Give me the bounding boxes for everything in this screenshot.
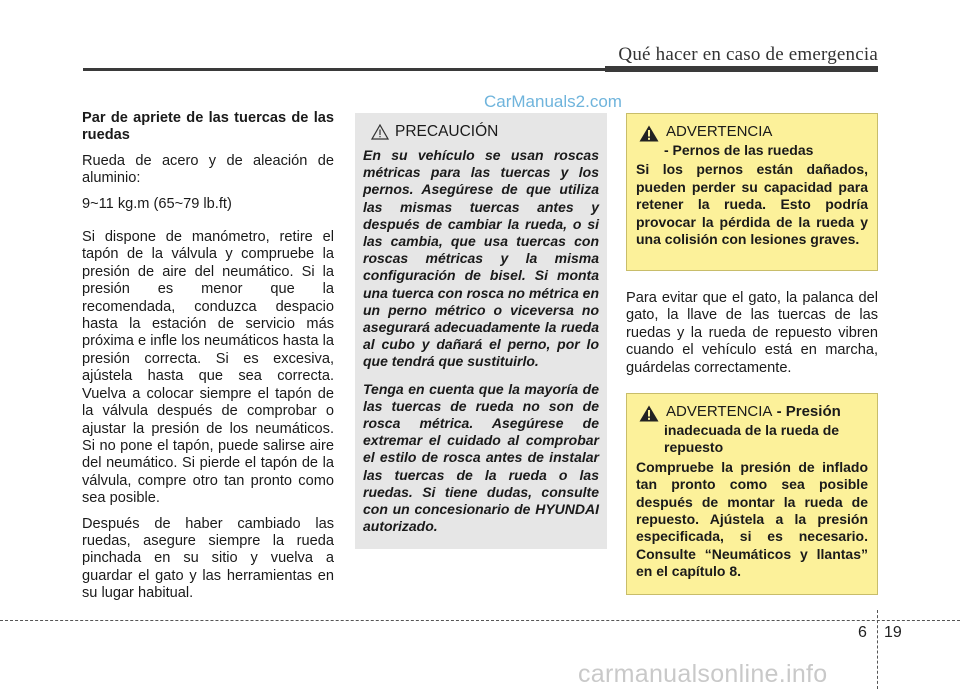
warning-title-suffix: - Presión <box>772 403 841 420</box>
warning-body: Compruebe la presión de inflado tan pronto como sea posible después de montar la rueda de repuesto. Ajústela a la presión especificada, si es necesario. Consulte “Neumáticos y llantas” en el capítulo 8. <box>636 458 868 580</box>
warning-body: Si los pernos están dañados, pueden perder su capacidad para retener la rueda. Esto podría provocar la pérdida de la rueda y una colisión con lesiones graves. <box>636 161 868 248</box>
storage-paragraph: Después de haber cambiado las ruedas, asegure siempre la rueda pinchada en su sitio y vuelva a guardar el gato y las herramientas en su lugar habitual. <box>82 515 334 602</box>
warning-box-spare-pressure <box>626 393 878 595</box>
page-number: 19 <box>884 624 902 641</box>
warning-box-wheel-bolts <box>626 113 878 271</box>
footer-rule <box>0 620 960 621</box>
warning-title <box>666 403 841 420</box>
warning-triangle-icon <box>639 405 659 422</box>
chapter-number: 6 <box>858 624 867 641</box>
wheel-type-text: Rueda de acero y de aleación de aluminio: <box>82 152 334 187</box>
watermark-top: CarManuals2.com <box>484 92 622 111</box>
warning-triangle-icon <box>639 125 659 142</box>
warning-title: ADVERTENCIA <box>666 123 773 140</box>
caution-box <box>355 113 607 549</box>
torque-value: 9~11 kg.m (65~79 lb.ft) <box>82 195 232 212</box>
left-column <box>82 110 334 613</box>
warning-header <box>636 123 868 142</box>
warning-subtitle: inadecuada de la rueda de repuesto <box>664 422 840 456</box>
pressure-paragraph: Si dispone de manómetro, retire el tapón de la válvula y compruebe la presión de aire del neumático. Si la presión es menor que la recomendada, conduzca despacio hasta la estación de servicio más próxima e infle los neumáticos hasta la presión correcta. Si es excesiva, ajústela hasta que sea correcta. Vuelva a colocar siempre el tapón de la válvula después de comprobar o ajustar la presión de los neumáticos. Si no pone el tapón, puede salirse aire del neumático. Si pierde el tapón de la válvula, compre otro tan pronto como sea posible. <box>82 229 334 507</box>
header-rule-accent <box>605 66 878 72</box>
warning-title-main: ADVERTENCIA <box>666 403 773 420</box>
warning-header <box>636 403 868 422</box>
torque-heading: Par de apriete de las tuercas de las ruedas <box>82 110 334 144</box>
caution-header <box>363 123 599 141</box>
caution-title: PRECAUCIÓN <box>395 123 499 140</box>
watermark-bottom: carmanualsonline.info <box>578 660 828 688</box>
caution-paragraph-1: En su vehículo se usan roscas métricas para las tuercas y los pernos. Asegúrese de que utiliza las mismas tuercas antes y después de cambiar la rueda, o si las cambia, que usa tuercas con roscas métricas y la misma configuración de bisel. Si monta una tuerca con rosca no métrica en un perno métrico o viceversa no asegurará adecuadamente la rueda al cubo y dañará el perno, por lo que tendrá que sustituirlo. <box>363 147 599 370</box>
section-title: Qué hacer en caso de emergencia <box>618 44 878 65</box>
caution-paragraph-2: Tenga en cuenta que la mayoría de las tuercas de rueda no son de rosca métrica. Asegúrese de extremar el cuidado al comprobar el estilo de rosca antes de instalar las tuercas de la rueda o las ruedas. Si tiene dudas, consulte con un concesionario de HYUNDAI autorizado. <box>363 380 599 535</box>
caution-triangle-icon <box>371 124 389 140</box>
storage-note: Para evitar que el gato, la palanca del gato, la llave de las tuercas de las ruedas y la rueda de repuesto vibren cuando el vehículo está en marcha, guárdelas correctamente. <box>626 290 878 376</box>
warning-subtitle: - Pernos de las ruedas <box>664 142 814 158</box>
footer-divider <box>877 610 878 689</box>
